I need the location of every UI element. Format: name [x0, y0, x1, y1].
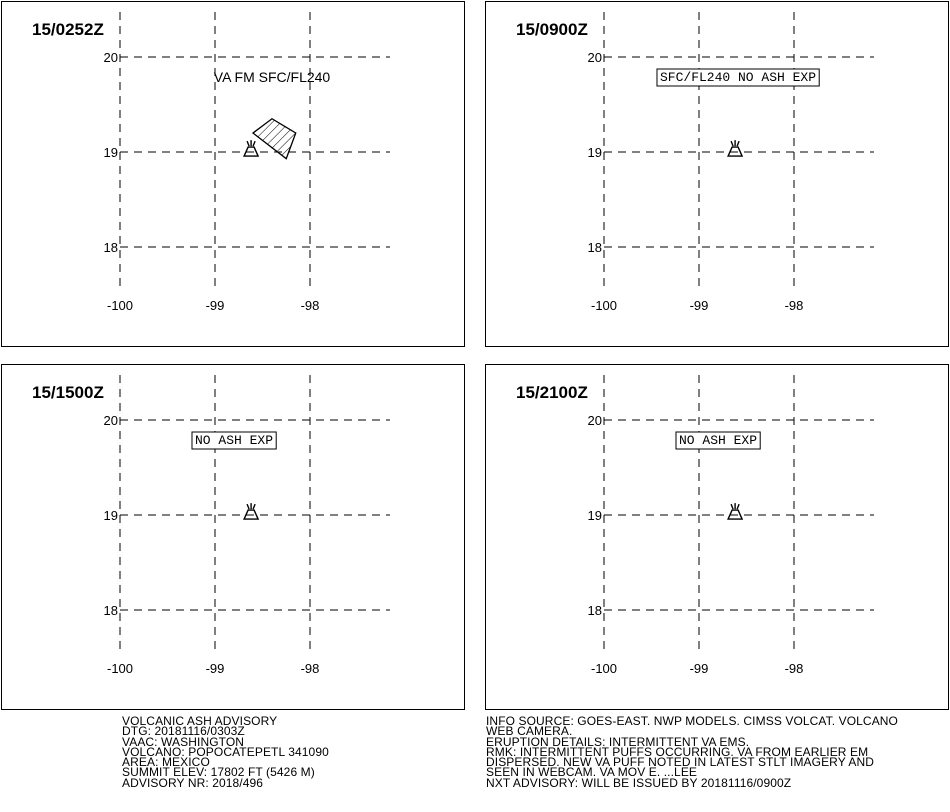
lon-tick-label: -99: [205, 661, 225, 676]
lat-tick-label: 18: [103, 240, 118, 255]
graticule: [120, 375, 390, 655]
volcano-icon: [244, 503, 258, 519]
lon-tick-label: -98: [300, 298, 320, 313]
advisory-line: RMK: INTERMITTENT PUFFS OCCURRING. VA FROM EARLIER EM: [486, 744, 869, 759]
lon-tick-label: -98: [784, 661, 804, 676]
volcano-icon: [728, 140, 742, 156]
advisory-line: DISPERSED. NEW VA PUFF NOTED IN LATEST STLT IMAGERY AND: [486, 755, 875, 770]
advisory-line: VOLCANO: POPOCATEPETL 341090: [122, 744, 329, 759]
lat-tick-label: 19: [103, 508, 118, 523]
advisory-line: INFO SOURCE: GOES-EAST. NWP MODELS. CIMSS VOLCAT. VOLCANO: [486, 714, 898, 728]
advisory-line: WEB CAMERA.: [486, 724, 573, 739]
graticule: [604, 375, 874, 655]
advisory-line: AREA: MEXICO: [122, 755, 210, 770]
volcano-icon: [244, 140, 258, 156]
ash-cloud-polygon: [253, 119, 296, 159]
forecast-time: 15/2100Z: [516, 383, 588, 402]
lat-tick-label: 18: [103, 603, 118, 618]
ash-status-label: SFC/FL240 NO ASH EXP: [659, 70, 817, 85]
lat-tick-label: 20: [587, 50, 602, 65]
forecast-time: 15/0252Z: [32, 20, 104, 39]
ash-status-label: NO ASH EXP: [678, 433, 758, 448]
lon-tick-label: -99: [689, 298, 709, 313]
lat-tick-label: 20: [103, 413, 118, 428]
lon-tick-label: -100: [106, 661, 134, 676]
lon-tick-label: -99: [205, 298, 225, 313]
ash-status-label: NO ASH EXP: [194, 433, 274, 448]
lat-tick-label: 18: [587, 240, 602, 255]
lat-tick-label: 18: [587, 603, 602, 618]
graticule: [120, 12, 390, 292]
lat-tick-label: 19: [587, 508, 602, 523]
map-panel-0252z: [1, 1, 465, 347]
volcano-icon: [728, 503, 742, 519]
map-panel-2100z: [485, 364, 949, 710]
advisory-line: ERUPTION DETAILS: INTERMITTENT VA EMS.: [486, 734, 750, 749]
map-panel-0900z: [485, 1, 949, 347]
advisory-line: VOLCANIC ASH ADVISORY: [122, 714, 278, 728]
forecast-time: 15/1500Z: [32, 383, 104, 402]
lon-tick-label: -98: [300, 661, 320, 676]
graticule: [604, 12, 874, 292]
lon-tick-label: -100: [590, 661, 618, 676]
lat-tick-label: 20: [587, 413, 602, 428]
lon-tick-label: -99: [689, 661, 709, 676]
advisory-line: SEEN IN WEBCAM. VA MOV E. ...LEE: [486, 765, 698, 780]
advisory-remarks-block: [486, 716, 898, 788]
advisory-line: ADVISORY NR: 2018/496: [122, 775, 264, 790]
map-canvas: [2, 365, 466, 711]
forecast-time: 15/0900Z: [516, 20, 588, 39]
lat-tick-label: 19: [587, 145, 602, 160]
lon-tick-label: -100: [590, 298, 618, 313]
advisory-line: SUMMIT ELEV: 17802 FT (5426 M): [122, 765, 315, 780]
advisory-line: DTG: 20181116/0303Z: [122, 724, 245, 739]
lon-tick-label: -98: [784, 298, 804, 313]
map-panel-1500z: [1, 364, 465, 710]
advisory-line: VAAC: WASHINGTON: [122, 734, 245, 749]
lon-tick-label: -100: [106, 298, 134, 313]
lat-tick-label: 20: [103, 50, 118, 65]
ash-layer-label: VA FM SFC/FL240: [213, 69, 331, 85]
advisory-line: NXT ADVISORY: WILL BE ISSUED BY 20181116/0900Z: [486, 775, 792, 790]
map-canvas: [486, 2, 950, 348]
map-canvas: [486, 365, 950, 711]
lat-tick-label: 19: [103, 145, 118, 160]
map-canvas: [2, 2, 466, 348]
advisory-header-block: [122, 716, 329, 788]
